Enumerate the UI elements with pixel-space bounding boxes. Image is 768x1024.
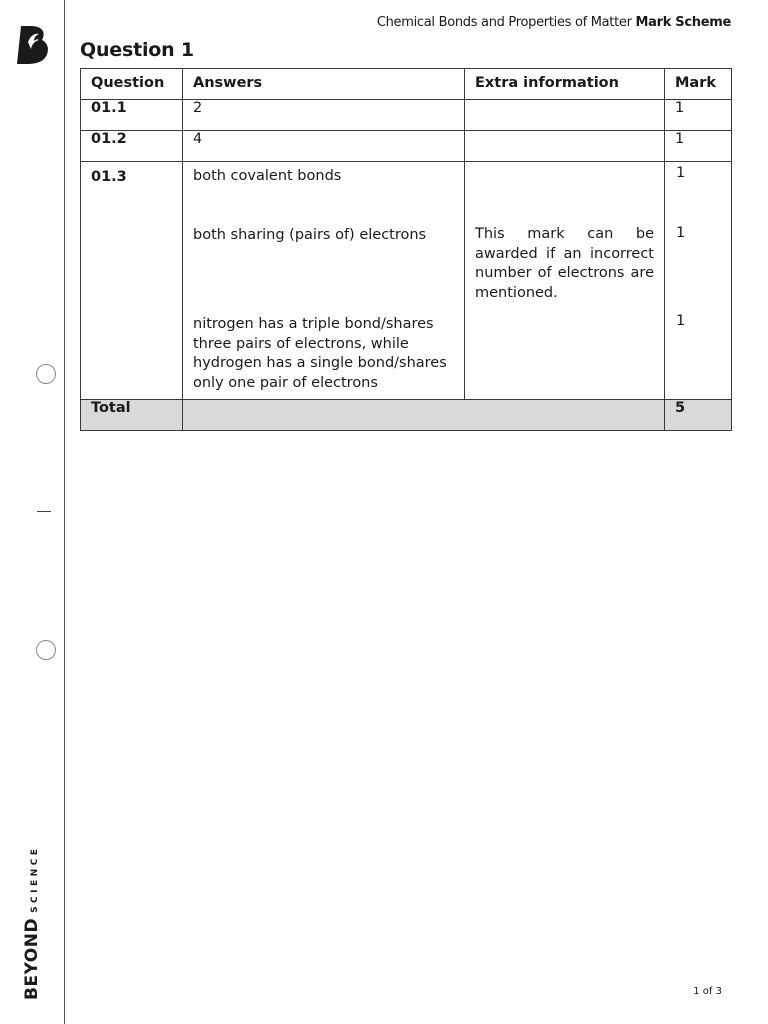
header-title: Chemical Bonds and Properties of Matter bbox=[376, 15, 632, 30]
answer-line: nitrogen has a triple bond/shares bbox=[193, 316, 434, 332]
beyond-logo bbox=[15, 23, 51, 65]
punch-hole-bottom bbox=[36, 640, 56, 660]
extra-info-line: awarded if an incorrect bbox=[475, 245, 654, 262]
mark-value: 1 bbox=[676, 313, 686, 329]
question-number: 01.2 bbox=[81, 131, 183, 162]
table-row bbox=[81, 131, 732, 162]
question-cell bbox=[81, 162, 183, 400]
page-number: 1 of 3 bbox=[693, 986, 722, 997]
question-title: Question 1 bbox=[80, 39, 194, 61]
answer-cell bbox=[183, 162, 465, 400]
mark-cell: 1 bbox=[665, 131, 732, 162]
header-mark: Mark bbox=[665, 69, 732, 100]
total-mark: 5 bbox=[665, 400, 732, 431]
header-subtitle: Mark Scheme bbox=[635, 15, 731, 30]
brand-wordmark bbox=[22, 846, 42, 1000]
total-row bbox=[81, 400, 732, 431]
total-label: Total bbox=[81, 400, 183, 431]
header-answers: Answers bbox=[183, 69, 465, 100]
answer-line: only one pair of electrons bbox=[193, 374, 378, 391]
answer-triple-bond bbox=[193, 315, 447, 393]
question-number: 01.1 bbox=[81, 100, 183, 131]
extra-info-cell bbox=[465, 100, 665, 131]
mark-value: 1 bbox=[676, 165, 686, 181]
table-row bbox=[81, 162, 732, 400]
page-header bbox=[377, 15, 731, 30]
answer-covalent-bonds: both covalent bonds bbox=[193, 168, 342, 184]
extra-info-note bbox=[475, 225, 654, 303]
answer-line: three pairs of electrons, while bbox=[193, 335, 409, 352]
brand-word-beyond: BEYOND bbox=[22, 917, 42, 1000]
extra-info-line: mentioned. bbox=[475, 284, 558, 301]
header-question: Question bbox=[81, 69, 183, 100]
answer-cell: 4 bbox=[183, 131, 465, 162]
mark-scheme-table bbox=[80, 68, 732, 431]
answer-line: hydrogen has a single bond/shares bbox=[193, 355, 447, 372]
mark-cell: 1 bbox=[665, 100, 732, 131]
extra-info-line: number of electrons are bbox=[475, 265, 654, 282]
answer-sharing-electrons: both sharing (pairs of) electrons bbox=[193, 227, 427, 243]
fold-mark bbox=[37, 511, 51, 512]
margin-rule bbox=[64, 0, 65, 1024]
header-extra-information: Extra information bbox=[465, 69, 665, 100]
question-number: 01.3 bbox=[91, 169, 127, 185]
answer-cell: 2 bbox=[183, 100, 465, 131]
extra-info-line: This mark can be bbox=[475, 226, 654, 242]
brand-word-science: SCIENCE bbox=[30, 845, 40, 913]
punch-hole-top bbox=[36, 364, 56, 384]
table-row bbox=[81, 100, 732, 131]
extra-info-cell bbox=[465, 162, 665, 400]
mark-value: 1 bbox=[676, 225, 686, 241]
table-header-row bbox=[81, 69, 732, 100]
mark-cell bbox=[665, 162, 732, 400]
total-spacer bbox=[183, 400, 665, 431]
extra-info-cell bbox=[465, 131, 665, 162]
